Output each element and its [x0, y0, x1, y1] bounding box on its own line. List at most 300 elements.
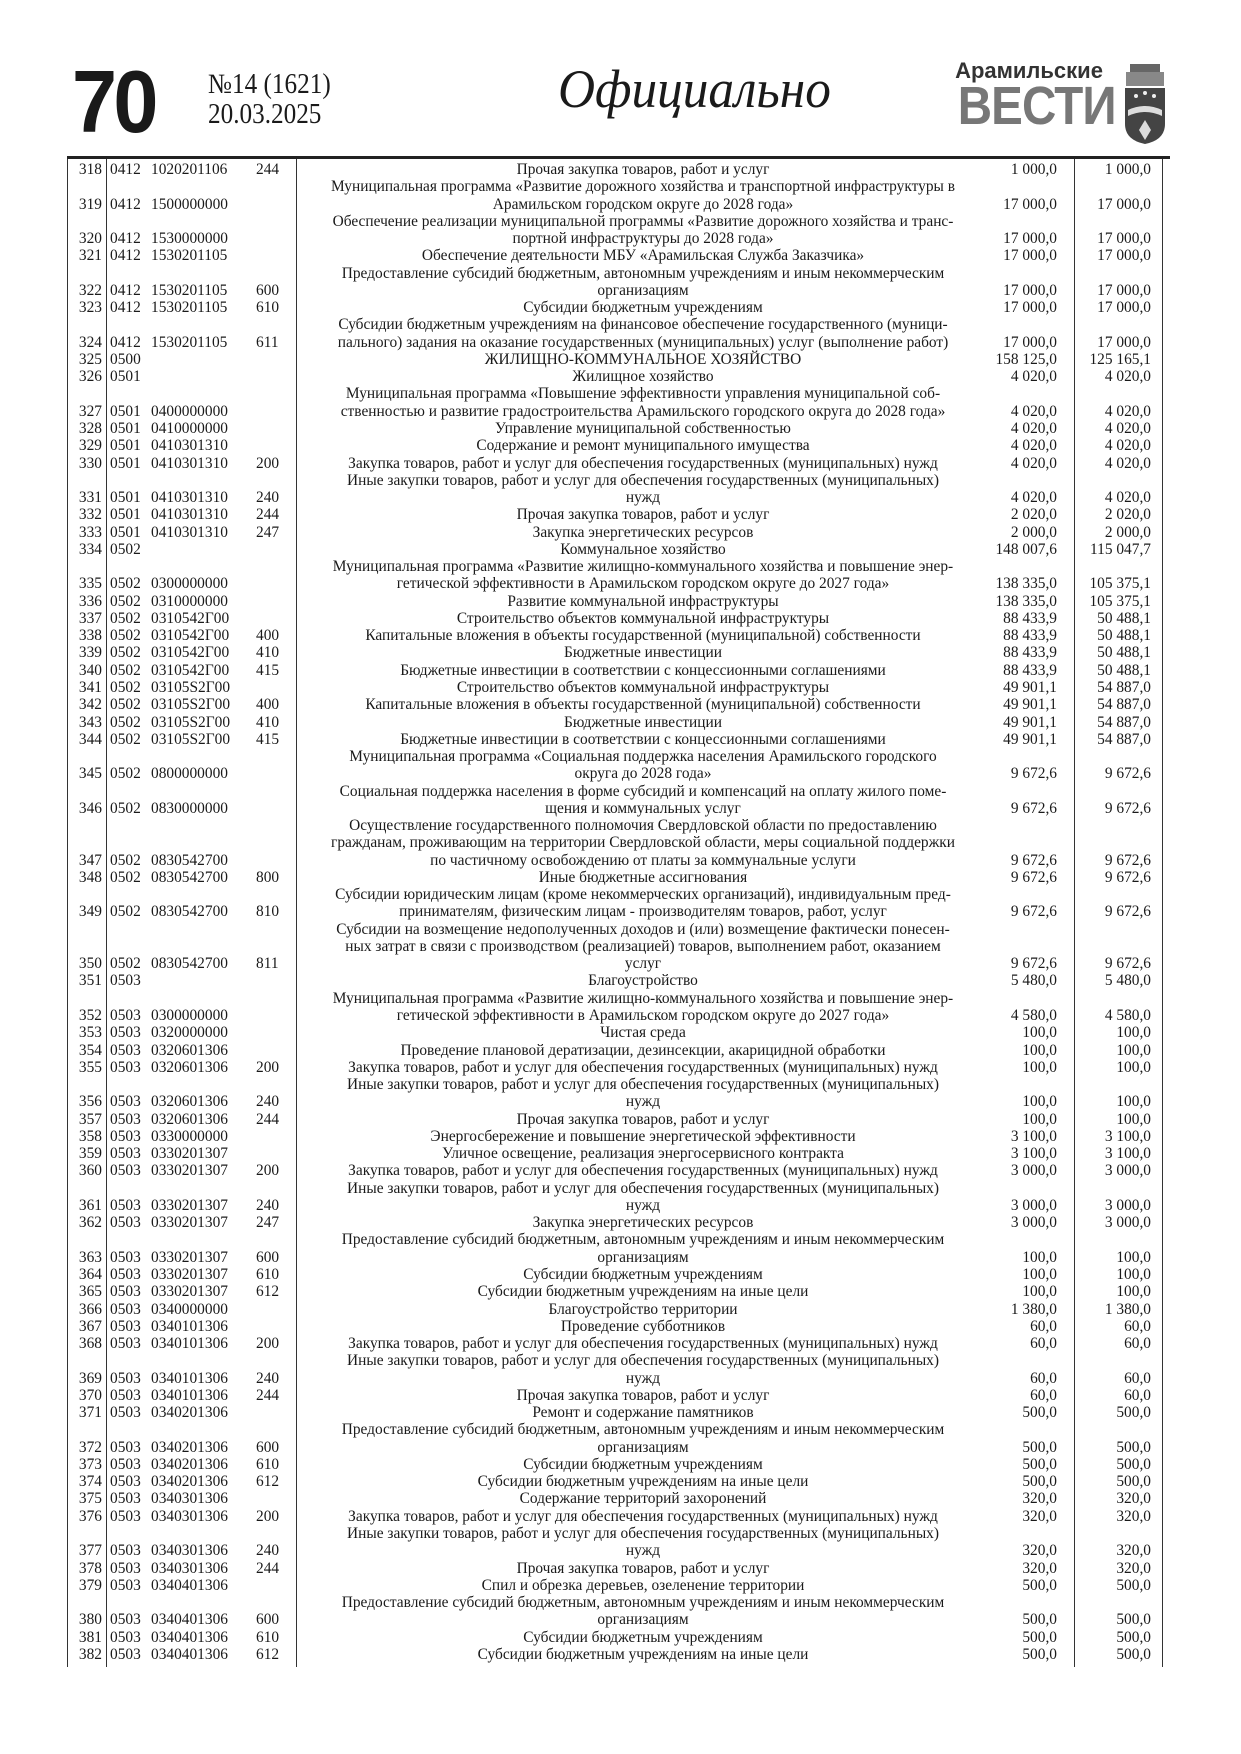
amount-2027: 4 020,0: [1104, 368, 1151, 386]
section-code: 0502: [110, 609, 141, 627]
target-code: 0310542Г00: [151, 661, 230, 679]
description: Муниципальная программа «Развитие дорожного хозяйства и транспортной инфраструктуры в Арамильском городском округе до 2028 года»: [330, 178, 956, 213]
row-number: 335: [78, 575, 102, 593]
description: Обеспечение деятельности МБУ «Арамильская Служба Заказчика»: [421, 247, 865, 265]
row-number: 358: [78, 1127, 102, 1145]
section-code: 0412: [110, 247, 141, 265]
row-number: 350: [78, 955, 102, 973]
expense-type: [250, 385, 296, 420]
amount-2026: 9 672,6: [1010, 799, 1057, 817]
row-number: 319: [78, 195, 102, 213]
target-code: 0340101306: [151, 1335, 228, 1353]
table-row: [67, 1387, 1163, 1404]
target-code: 1530201105: [151, 299, 228, 317]
amount-2026: 9 672,6: [1010, 851, 1057, 869]
description: Субсидии бюджетным учреждениям на финансовое обеспечение государственного (муници- пального) задания на оказание государственных (муниципальных) услуг (выполнение работ): [337, 316, 949, 351]
amount-2026: 4 020,0: [1010, 454, 1057, 472]
description: Субсидии бюджетным учреждениям на иные цели: [477, 1283, 809, 1301]
amount-2027: 50 488,1: [1097, 609, 1151, 627]
amount-2026: 148 007,6: [995, 540, 1057, 558]
target-code: 0320601306: [151, 1110, 228, 1128]
table-row: [67, 161, 1163, 178]
table-row: [67, 437, 1163, 454]
description: Муниципальная программа «Развитие жилищно-коммунального хозяйства и повышение энер- гетической эффективности в Арамильском городском округе до 2027 года»: [332, 558, 954, 593]
section-code: 0503: [110, 1404, 141, 1422]
row-number: 357: [78, 1110, 102, 1128]
target-code: 0330000000: [151, 1127, 228, 1145]
target-code: 0340201306: [151, 1455, 228, 1473]
row-number: 376: [78, 1507, 102, 1525]
amount-2026: 88 433,9: [1003, 627, 1057, 645]
table-row: [67, 1525, 1163, 1560]
row-number: 371: [78, 1404, 102, 1422]
section-code: 0502: [110, 903, 141, 921]
expense-type: 600: [256, 1248, 280, 1266]
amount-2027: 115 047,7: [1090, 540, 1151, 558]
amount-2026: 9 672,6: [1010, 955, 1057, 973]
amount-2026: 4 020,0: [1010, 489, 1057, 507]
row-number: 346: [78, 799, 102, 817]
row-number: 379: [78, 1576, 102, 1594]
amount-2026: 60,0: [1030, 1317, 1057, 1335]
amount-2026: 158 125,0: [995, 350, 1057, 368]
expense-type: [250, 541, 296, 558]
table-row: [67, 472, 1163, 507]
description: Бюджетные инвестиции: [564, 644, 722, 662]
expense-type: [250, 213, 296, 248]
description: Муниципальная программа «Развитие жилищно-коммунального хозяйства и повышение энер- гетической эффективности в Арамильском городском округе до 2027 года»: [332, 989, 954, 1025]
target-code: 0330201307: [151, 1145, 228, 1163]
amount-2027: 3 100,0: [1104, 1145, 1151, 1163]
expense-type: 244: [256, 1110, 280, 1128]
description: Иные бюджетные ассигнования: [538, 868, 748, 886]
amount-2026: 17 000,0: [1003, 230, 1057, 248]
row-number: 337: [78, 609, 102, 627]
expense-type: 415: [256, 661, 280, 679]
section-code: 0503: [110, 1490, 141, 1508]
amount-2027: 500,0: [1116, 1576, 1151, 1594]
amount-2027: 500,0: [1116, 1438, 1151, 1456]
description: Чистая среда: [600, 1024, 686, 1042]
table-row: [67, 1024, 1163, 1041]
amount-2026: 3 000,0: [1010, 1214, 1057, 1232]
amount-2027: 3 000,0: [1104, 1214, 1151, 1232]
description: Управление муниципальной собственностью: [495, 419, 791, 437]
row-number: 322: [78, 281, 102, 299]
expense-type: [250, 437, 296, 454]
description: Иные закупки товаров, работ и услуг для обеспечения государственных (муниципальных) нужд: [347, 1179, 939, 1214]
row-number: 345: [78, 765, 102, 783]
expense-type: [250, 351, 296, 368]
section-code: 0412: [110, 281, 141, 299]
amount-2027: 9 672,6: [1104, 955, 1151, 973]
row-number: 340: [78, 661, 102, 679]
target-code: 0320000000: [151, 1024, 228, 1042]
amount-2027: 54 887,0: [1097, 730, 1151, 748]
table-row: [67, 1560, 1163, 1577]
target-code: 0320601306: [151, 1058, 228, 1076]
target-code: 0310542Г00: [151, 627, 230, 645]
section-code: 0412: [110, 195, 141, 213]
target-code: [148, 541, 250, 558]
row-number: 342: [78, 696, 102, 714]
amount-2026: 100,0: [1022, 1024, 1057, 1042]
description: Проведение плановой дератизации, дезинсекции, акарицидной обработки: [400, 1041, 886, 1059]
row-number: 318: [78, 161, 102, 178]
table-row: [67, 385, 1163, 420]
amount-2027: 125 165,1: [1089, 350, 1151, 368]
target-code: 0340301306: [151, 1559, 228, 1577]
section-code: 0501: [110, 506, 141, 524]
row-number: 333: [78, 523, 102, 541]
expense-type: [250, 247, 296, 264]
amount-2027: 60,0: [1124, 1317, 1151, 1335]
description: Развитие коммунальной инфраструктуры: [507, 592, 779, 610]
amount-2026: 49 901,1: [1003, 678, 1057, 696]
target-code: 0310000000: [151, 592, 228, 610]
expense-type: 410: [256, 713, 280, 731]
amount-2027: 5 480,0: [1104, 972, 1151, 990]
description: Закупка товаров, работ и услуг для обеспечения государственных (муниципальных) нужд: [348, 1335, 938, 1353]
header-rule: [67, 156, 1170, 159]
section-code: 0503: [110, 1438, 141, 1456]
expense-type: 611: [256, 333, 279, 351]
target-code: 0330201307: [151, 1196, 228, 1214]
description: Предоставление субсидий бюджетным, автономным учреждениям и иным некоммерческим организациям: [341, 1421, 945, 1456]
section-code: 0502: [110, 678, 141, 696]
description: Закупка товаров, работ и услуг для обеспечения государственных (муниципальных) нужд: [348, 1058, 938, 1076]
row-number: 321: [78, 247, 102, 265]
row-number: 344: [78, 730, 102, 748]
amount-2026: 4 580,0: [1010, 1007, 1057, 1025]
amount-2027: 9 672,6: [1104, 903, 1151, 921]
table-row: [67, 714, 1163, 731]
row-number: 348: [78, 868, 102, 886]
amount-2027: 500,0: [1116, 1455, 1151, 1473]
description: Иные закупки товаров, работ и услуг для обеспечения государственных (муниципальных) нужд: [347, 1076, 939, 1111]
description: Спил и обрезка деревьев, озеленение территории: [481, 1576, 805, 1594]
row-number: 327: [78, 402, 102, 420]
description: Закупка товаров, работ и услуг для обеспечения государственных (муниципальных) нужд: [348, 454, 938, 472]
section-code: 0501: [110, 419, 141, 437]
section-code: 0503: [110, 1058, 141, 1076]
expense-type: 612: [256, 1283, 280, 1301]
amount-2027: 60,0: [1124, 1369, 1151, 1387]
description: Энергосбережение и повышение энергетической эффективности: [430, 1127, 856, 1145]
row-number: 343: [78, 713, 102, 731]
amount-2027: 9 672,6: [1104, 799, 1151, 817]
section-code: 0503: [110, 1196, 141, 1214]
amount-2026: 60,0: [1030, 1369, 1057, 1387]
expense-type: 810: [256, 903, 280, 921]
description: ЖИЛИЩНО-КОММУНАЛЬНОЕ ХОЗЯЙСТВО: [484, 350, 802, 368]
logo-line2: ВЕСТИ: [957, 76, 1116, 136]
target-code: 03105S2Г00: [151, 696, 231, 714]
description: Предоставление субсидий бюджетным, автономным учреждениям и иным некоммерческим организациям: [341, 264, 945, 299]
row-number: 320: [78, 230, 102, 248]
target-code: 1020201106: [151, 161, 228, 178]
row-number: 347: [78, 851, 102, 869]
target-code: 1530000000: [151, 230, 228, 248]
description: Закупка энергетических ресурсов: [532, 523, 754, 541]
section-code: 0502: [110, 868, 141, 886]
row-number: 365: [78, 1283, 102, 1301]
description: Коммунальное хозяйство: [560, 540, 726, 558]
expense-type: [250, 1301, 296, 1318]
expense-type: 244: [256, 506, 280, 524]
target-code: [148, 351, 250, 368]
table-row: [67, 1266, 1163, 1283]
section-code: 0503: [110, 1300, 141, 1318]
amount-2027: 320,0: [1116, 1507, 1151, 1525]
description: Прочая закупка товаров, работ и услуг: [516, 506, 770, 524]
section-code: 0501: [110, 437, 141, 455]
section-code: 0503: [110, 1542, 141, 1560]
table-row: [67, 368, 1163, 385]
table-row: [67, 886, 1163, 921]
amount-2026: 138 335,0: [995, 592, 1057, 610]
row-number: 336: [78, 592, 102, 610]
target-code: 0330201307: [151, 1283, 228, 1301]
description: Муниципальная программа «Повышение эффективности управления муниципальной соб- ственностью и развитие градостроительства Арамильского городского округа до 2028 года»: [340, 385, 946, 420]
target-code: 1530201105: [151, 281, 228, 299]
table-row: [67, 783, 1163, 818]
target-code: 0400000000: [151, 402, 228, 420]
section-code: 0503: [110, 1162, 141, 1180]
section-code: 0503: [110, 1283, 141, 1301]
row-number: 323: [78, 299, 102, 317]
section-code: 0503: [110, 1317, 141, 1335]
expense-type: 811: [256, 955, 279, 973]
table-row: [67, 247, 1163, 264]
table-row: [67, 1577, 1163, 1594]
amount-2026: 2 020,0: [1010, 506, 1057, 524]
amount-2027: 9 672,6: [1104, 851, 1151, 869]
row-number: 352: [78, 1007, 102, 1025]
amount-2026: 9 672,6: [1010, 868, 1057, 886]
table-row: [67, 610, 1163, 627]
table-row: [67, 1162, 1163, 1179]
amount-2027: 4 020,0: [1104, 454, 1151, 472]
section-code: 0412: [110, 333, 141, 351]
row-number: 368: [78, 1335, 102, 1353]
expense-type: 612: [256, 1645, 280, 1663]
target-code: [148, 368, 250, 385]
amount-2026: 1 000,0: [1010, 161, 1057, 178]
amount-2026: 500,0: [1022, 1438, 1057, 1456]
expense-type: [250, 1128, 296, 1145]
row-number: 325: [78, 350, 102, 368]
expense-type: 415: [256, 730, 280, 748]
description: Строительство объектов коммунальной инфраструктуры: [456, 678, 830, 696]
table-row: [67, 662, 1163, 679]
row-number: 361: [78, 1196, 102, 1214]
section-code: 0503: [110, 1145, 141, 1163]
amount-2026: 320,0: [1022, 1542, 1057, 1560]
amount-2027: 60,0: [1124, 1386, 1151, 1404]
amount-2026: 4 020,0: [1010, 419, 1057, 437]
target-code: 0330201307: [151, 1162, 228, 1180]
description: Закупка товаров, работ и услуг для обеспечения государственных (муниципальных) нужд: [348, 1162, 938, 1180]
row-number: 329: [78, 437, 102, 455]
table-row: [67, 420, 1163, 437]
target-code: 0340201306: [151, 1473, 228, 1491]
expense-type: 240: [256, 1093, 280, 1111]
section-code: 0412: [110, 230, 141, 248]
amount-2026: 88 433,9: [1003, 644, 1057, 662]
description: Предоставление субсидий бюджетным, автономным учреждениям и иным некоммерческим организациям: [341, 1231, 945, 1266]
target-code: 0340201306: [151, 1404, 228, 1422]
issue-info: [208, 70, 331, 130]
target-code: 0340301306: [151, 1507, 228, 1525]
section-code: 0412: [110, 161, 141, 178]
section-code: 0502: [110, 575, 141, 593]
amount-2027: 4 020,0: [1104, 489, 1151, 507]
table-row: [67, 1111, 1163, 1128]
amount-2027: 60,0: [1124, 1335, 1151, 1353]
section-code: 0503: [110, 1110, 141, 1128]
expense-type: 244: [256, 1386, 280, 1404]
section-code: 0503: [110, 1645, 141, 1663]
section-title: Официально: [558, 59, 831, 119]
expense-type: 600: [256, 281, 280, 299]
amount-2027: 17 000,0: [1097, 230, 1151, 248]
description: Иные закупки товаров, работ и услуг для обеспечения государственных (муниципальных) нужд: [347, 471, 939, 507]
amount-2026: 138 335,0: [995, 575, 1057, 593]
description: Благоустройство территории: [548, 1300, 738, 1318]
table-row: [67, 1646, 1163, 1663]
amount-2027: 100,0: [1116, 1266, 1151, 1283]
table-row: [67, 265, 1163, 300]
description: Прочая закупка товаров, работ и услуг: [516, 161, 770, 178]
amount-2027: 100,0: [1116, 1041, 1151, 1059]
expense-type: [250, 610, 296, 627]
section-code: 0501: [110, 402, 141, 420]
section-code: 0502: [110, 765, 141, 783]
amount-2026: 60,0: [1030, 1335, 1057, 1353]
row-number: 354: [78, 1041, 102, 1059]
description: Муниципальная программа «Социальная поддержка населения Арамильского городского округа до 2028 года»: [349, 748, 937, 783]
table-row: [67, 1042, 1163, 1059]
row-number: 369: [78, 1369, 102, 1387]
expense-type: [250, 783, 296, 818]
description: Бюджетные инвестиции: [564, 713, 722, 731]
target-code: 0330201307: [151, 1214, 228, 1232]
target-code: 0320601306: [151, 1093, 228, 1111]
expense-type: [250, 1577, 296, 1594]
expense-type: 200: [256, 1058, 280, 1076]
expense-type: 200: [256, 1162, 280, 1180]
amount-2027: 100,0: [1116, 1110, 1151, 1128]
expense-type: 400: [256, 627, 280, 645]
amount-2027: 3 000,0: [1104, 1196, 1151, 1214]
row-number: 332: [78, 506, 102, 524]
description: Обеспечение реализации муниципальной программы «Развитие дорожного хозяйства и транс- портной инфраструктуры до 2028 года»: [332, 212, 954, 248]
table-row: [67, 627, 1163, 644]
table-row: [67, 1508, 1163, 1525]
table-row: [67, 1421, 1163, 1456]
amount-2027: 2 020,0: [1104, 506, 1151, 524]
amount-2027: 500,0: [1116, 1645, 1151, 1663]
section-code: 0502: [110, 540, 141, 558]
section-code: 0502: [110, 592, 141, 610]
target-code: 0340401306: [151, 1645, 228, 1663]
amount-2027: 500,0: [1116, 1473, 1151, 1491]
amount-2026: 17 000,0: [1003, 299, 1057, 317]
amount-2026: 49 901,1: [1003, 713, 1057, 731]
description: Прочая закупка товаров, работ и услуг: [516, 1110, 770, 1128]
page-number: 70: [72, 52, 155, 151]
target-code: 0830000000: [151, 799, 228, 817]
amount-2027: 100,0: [1116, 1058, 1151, 1076]
row-number: 328: [78, 419, 102, 437]
target-code: 0410301310: [151, 523, 228, 541]
target-code: 0310542Г00: [151, 644, 230, 662]
amount-2026: 100,0: [1022, 1266, 1057, 1283]
target-code: 0340401306: [151, 1628, 228, 1646]
row-number: 356: [78, 1093, 102, 1111]
amount-2027: 1 380,0: [1104, 1300, 1151, 1318]
amount-2026: 500,0: [1022, 1611, 1057, 1629]
amount-2027: 105 375,1: [1089, 592, 1151, 610]
amount-2027: 4 580,0: [1104, 1007, 1151, 1025]
expense-type: [250, 593, 296, 610]
target-code: 0410301310: [151, 506, 228, 524]
expense-type: [250, 1145, 296, 1162]
row-number: 331: [78, 489, 102, 507]
coat-of-arms-icon: [1120, 62, 1170, 146]
amount-2026: 5 480,0: [1010, 972, 1057, 990]
description: Ремонт и содержание памятников: [532, 1404, 754, 1422]
amount-2026: 100,0: [1022, 1058, 1057, 1076]
amount-2027: 9 672,6: [1104, 765, 1151, 783]
target-code: 03105S2Г00: [151, 678, 231, 696]
description: Бюджетные инвестиции в соответствии с концессионными соглашениями: [400, 730, 886, 748]
description: Закупка товаров, работ и услуг для обеспечения государственных (муниципальных) нужд: [348, 1507, 938, 1525]
table-row: [67, 1335, 1163, 1352]
description: Субсидии бюджетным учреждениям: [523, 1455, 763, 1473]
section-code: 0502: [110, 627, 141, 645]
target-code: 0340301306: [151, 1542, 228, 1560]
expense-type: 240: [256, 1542, 280, 1560]
section-code: 0503: [110, 1507, 141, 1525]
description: Субсидии бюджетным учреждениям: [523, 1628, 763, 1646]
description: Иные закупки товаров, работ и услуг для обеспечения государственных (муниципальных) нужд: [347, 1352, 939, 1387]
amount-2026: 100,0: [1022, 1283, 1057, 1301]
section-code: 0502: [110, 730, 141, 748]
amount-2027: 17 000,0: [1097, 247, 1151, 265]
amount-2026: 500,0: [1022, 1645, 1057, 1663]
table-row: [67, 990, 1163, 1025]
expense-type: 247: [256, 1214, 280, 1232]
section-code: 0503: [110, 1611, 141, 1629]
expense-type: 200: [256, 1507, 280, 1525]
table-row: [67, 921, 1163, 973]
table-row: [67, 1594, 1163, 1629]
section-code: 0503: [110, 1007, 141, 1025]
section-code: 0503: [110, 1559, 141, 1577]
table-row: [67, 1214, 1163, 1231]
target-code: 1530201105: [151, 247, 228, 265]
amount-2026: 500,0: [1022, 1455, 1057, 1473]
section-code: 0503: [110, 1024, 141, 1042]
table-row: [67, 1490, 1163, 1507]
expense-type: 610: [256, 1455, 280, 1473]
target-code: 0410301310: [151, 437, 228, 455]
description: Прочая закупка товаров, работ и услуг: [516, 1386, 770, 1404]
section-code: 0503: [110, 1386, 141, 1404]
target-code: 0320601306: [151, 1041, 228, 1059]
